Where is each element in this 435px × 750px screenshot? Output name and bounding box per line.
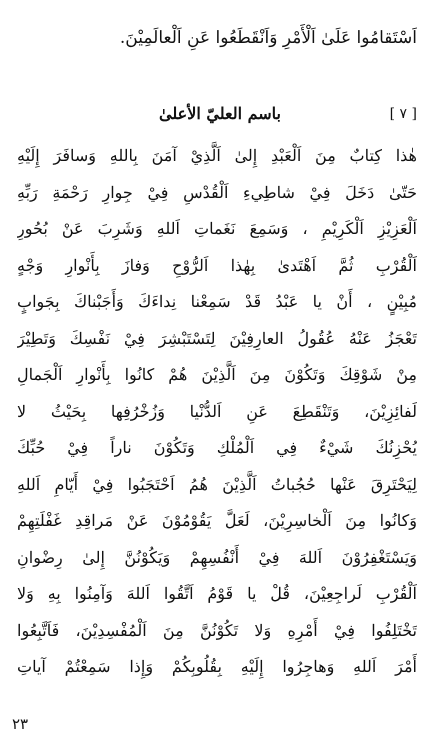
- text-line: اَلْقُرْبِ ثُمَّ اَهْتَدىٰ بِهٰذا اَلرُّوْحِ وَفازَ بِأَنْوارِ وَجْهٍ: [17, 255, 417, 275]
- text-line: هٰذا كِتابٌ مِنَ اَلْعَبْدِ إِلىٰ اَلَّذِيْ آمَنَ بِاللهِ وَسافَرَ إِلَيْهِ: [17, 146, 417, 165]
- page-number: ٢٣: [12, 715, 29, 733]
- text-line: تَعْجَزُ عَنْهُ عُقُولُ العارِفِيْنَ لِتَسْتَبْشِرَ فِيْ نَفْسِكَ وَتَطِيْرَ: [17, 328, 417, 348]
- text-line: اَلْقُرْبِ لَراجِعِيْنَ، قُلْ يا قَوْمُ اَتَّقُوا اَللهَ وَآمِنُوا بِهِ وَلا: [17, 584, 417, 603]
- section-heading: [17, 100, 417, 134]
- text-line: لِيَحْتَرِقَ عَنْها حُجُباتُ اَلَّذِيْنَ هُمُ اَحْتَجَبُوا فِيْ أَيّامِ اَللهِ: [17, 474, 417, 494]
- section-number: [ ٧ ]: [389, 106, 417, 122]
- text-line: لَفائِزِيْنَ، وَتَنْقَطِعَ عَنِ اَلدُّنْيا وَزُخْرُفِها بِحَيْثُ لا: [17, 401, 417, 421]
- body-text: [17, 138, 417, 686]
- text-line: تَخْتَلِفُوا فِيْ أَمْرِهِ وَلا تَكُوْنُنَّ مِنَ اَلْمُفْسِدِيْنَ، فَاَتَّبِعُوا: [17, 620, 417, 640]
- text-line: وَكانُوا مِنَ اَلْخاسِرِيْنَ، لَعَلَّ يَقُوْمُوْنَ عَنْ مَراقِدِ غَفْلَتِهِمْ: [17, 511, 417, 530]
- section-title: باسم العليّ الأعلىٰ: [159, 104, 281, 123]
- text-line: أَمْرَ اَللهِ وَهاجِرُوا إِلَيْهِ بِقُلُوبِكُمْ وَإِذا سَمِعْتُمْ آياتِ: [17, 657, 417, 676]
- continuation-line: اَسْتَقامُوا عَلَىٰ اَلْأَمْرِ وَاَنْقَطَعُوا عَنِ اَلْعالَمِيْنَ.: [119, 28, 417, 48]
- text-line: يُحْزِنُكَ شَيْءٌ فِي اَلْمُلْكِ وَتَكُوْنَ ناراً فِيْ حُبِّكَ: [17, 438, 417, 457]
- text-line: مِنْ شَوْقِكَ وَتَكُوْنَ مِنَ اَلَّذِيْنَ هُمْ كانُوا بِأَنْوارِ اَلْجَمالِ: [17, 365, 417, 384]
- text-line: مُبِيْنٍ ، أَنْ يا عَبْدُ قَدْ سَمِعْنا نِداءَكَ وَأَجَبْناكَ بِجَوابٍ: [17, 292, 417, 311]
- text-line: حَتّىٰ دَخَلَ فِيْ شاطِيءِ اَلْقُدْسِ فِيْ جِوارِ رَحْمَةِ رَبِّهِ: [17, 182, 417, 202]
- text-line: اَلْعَزِيْزِ اَلْكَرِيْمِ ، وَسَمِعَ نَغَماتِ اَللهِ وَشَرِبَ عَنْ بُحُورِ: [17, 219, 417, 238]
- text-line: وَيَسْتَغْفِرُوْنَ اَللهَ فِيْ أَنْفُسِهِمْ وَيَكُوْنُنَّ إِلىٰ رِضْوانِ: [17, 547, 417, 567]
